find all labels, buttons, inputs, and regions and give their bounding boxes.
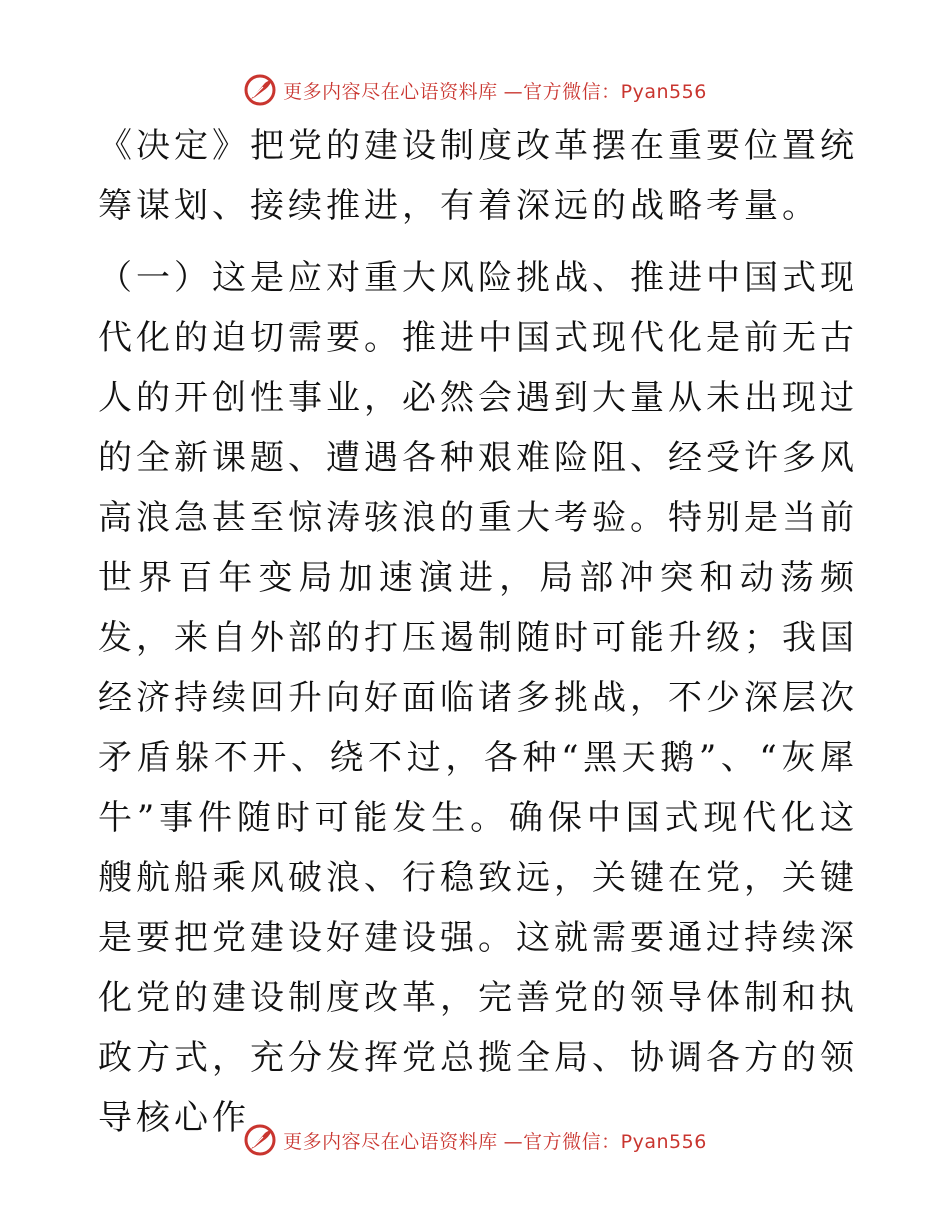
watermark-main-text: 更多内容尽在心语资料库 <box>283 1130 498 1153</box>
header-watermark <box>0 70 950 110</box>
footer-watermark <box>0 1120 950 1160</box>
paragraph-intro: 《决定》把党的建设制度改革摆在重要位置统筹谋划、接续推进，有着深远的战略考量。 <box>98 126 858 226</box>
feather-pen-icon <box>243 73 277 107</box>
paragraph-section-one: （一）这是应对重大风险挑战、推进中国式现代化的迫切需要。推进中国式现代化是前无古人的开创性事业，必然会遇到大量从未出现过的全新课题、遭遇各种艰难险阻、经受许多风高浪急甚至惊涛骇浪的重大考验。特别是当前世界百年变局加速演进，局部冲突和动荡频发，来自外部的打压遏制随时可能升级；我国经济持续回升向好面临诸多挑战，不少深层次矛盾躲不开、绕不过，各种“黑天鹅”、“灰犀牛”事件随时可能发生。确保中国式现代化这艘航船乘风破浪、行稳致远，关键在党，关键是要把党建设好建设强。这就需要通过持续深化党的建设制度改革，完善党的领导体制和执政方式，充分发挥党总揽全局、协调各方的领导核心作 <box>98 258 858 1138</box>
watermark-contact-text: —官方微信：Pyan556 <box>503 80 707 103</box>
feather-pen-icon <box>243 1123 277 1157</box>
watermark-contact-text: —官方微信：Pyan556 <box>503 1130 707 1153</box>
watermark-main-text: 更多内容尽在心语资料库 <box>283 80 498 103</box>
document-body <box>98 116 858 1148</box>
